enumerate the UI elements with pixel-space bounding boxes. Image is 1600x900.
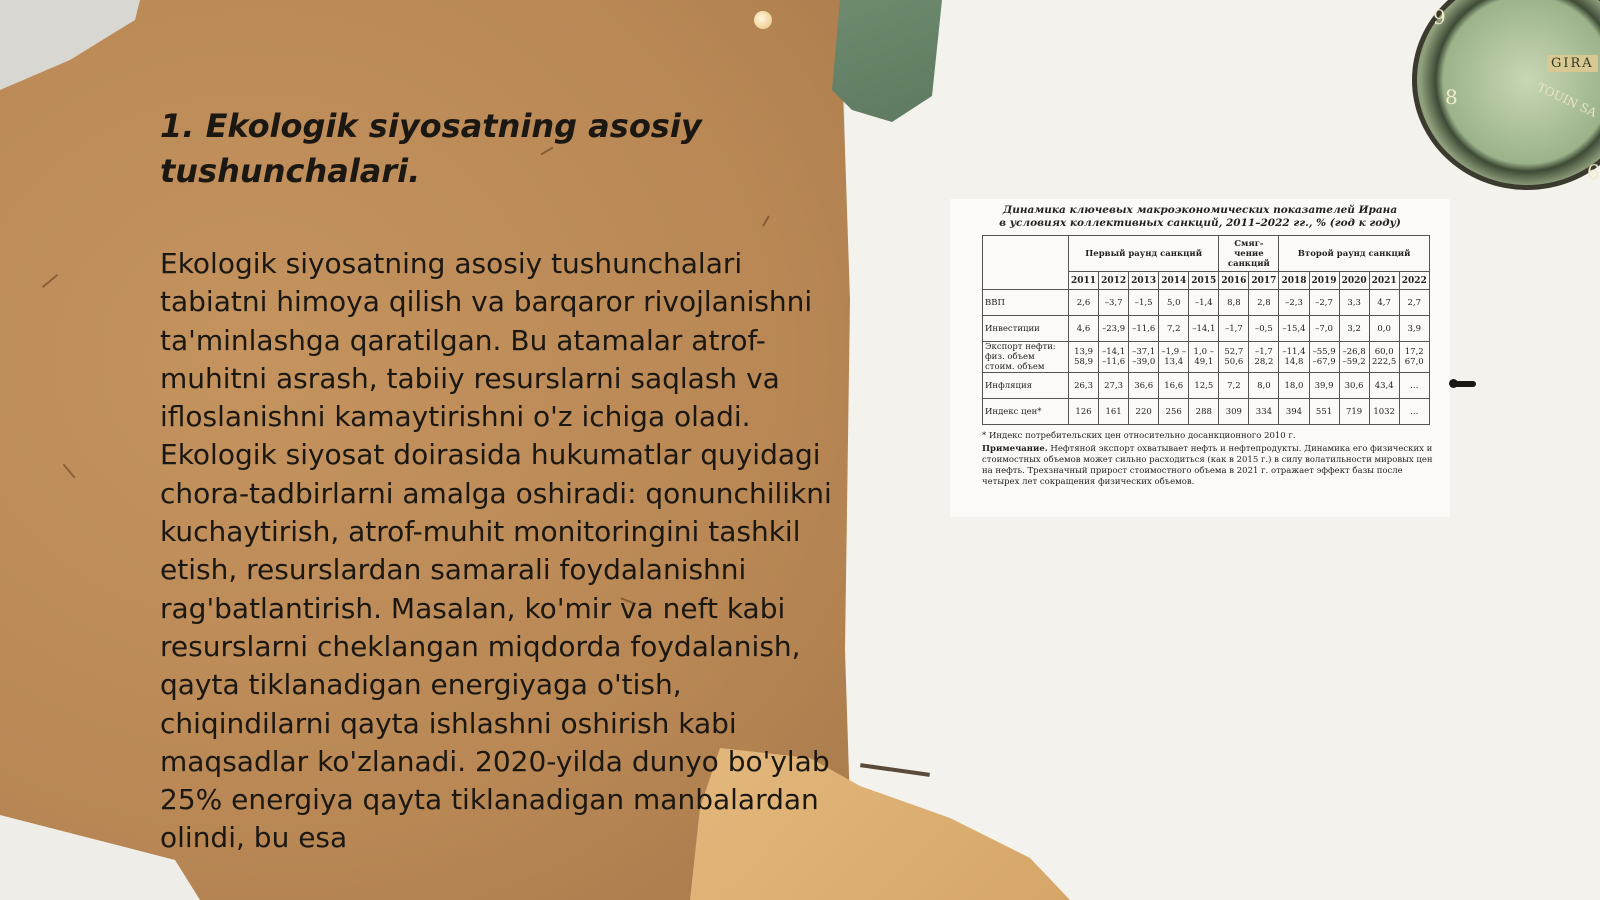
table-cell: …: [1399, 373, 1429, 399]
table-cell: 1032: [1369, 399, 1399, 425]
table-cell: –23,9: [1099, 316, 1129, 342]
table-cell: 17,2 67,0: [1399, 342, 1429, 373]
table-body: [983, 290, 1430, 425]
clock-number: 8: [1445, 85, 1458, 109]
table-cell: –11,6: [1129, 316, 1159, 342]
table-cell: 2,6: [1069, 290, 1099, 316]
table-row-label: ВВП: [983, 290, 1069, 316]
table-cell: 4,6: [1069, 316, 1099, 342]
table-cell: 13,9 58,9: [1069, 342, 1099, 373]
table-cell: 26,3: [1069, 373, 1099, 399]
table-cell: 334: [1249, 399, 1279, 425]
table-cell: –37,1 –39,0: [1129, 342, 1159, 373]
table-corner-cell: [983, 236, 1069, 290]
table-cell: –14,1 –11,6: [1099, 342, 1129, 373]
macro-table-image: [950, 199, 1450, 517]
table-cell: 161: [1099, 399, 1129, 425]
table-cell: 288: [1189, 399, 1219, 425]
table-cell: 3,2: [1339, 316, 1369, 342]
table-row-label: Инвестиции: [983, 316, 1069, 342]
slide-body-text: Ekologik siyosatning asosiy tushunchalari tabiatni himoya qilish va barqaror rivojlanishni ta'minlashga qaratilgan. Bu atamalar atrof-muhitni asrash, tabiiy resurslarni saqlash va ifloslanishni kamaytirishni o'z ichiga oladi. Ekologik siyosat doirasida hukumatlar quyidagi chora-tadbirlarni amalga oshiradi: qonunchilikni kuchaytirish, atrof-muhit monitoringini tashkil etish, resurslardan samarali foydalanishni rag'batlantirish. Masalan, ko'mir va neft kabi resurslarni cheklangan miqdorda foydalanish, qayta tiklanadigan energiyaga o'tish, chiqindilarni qayta ishlashni oshirish kabi maqsadlar ko'zlanadi. 2020-yilda dunyo bo'ylab 25% energiya qayta tiklanadigan manbalardan olindi, bu esa: [160, 247, 832, 855]
table-cell: 30,6: [1339, 373, 1369, 399]
table-year-header: 2020: [1339, 272, 1369, 290]
clock-label-secondary: TOUIN SA: [1535, 80, 1599, 120]
table-row: [983, 399, 1430, 425]
table-cell: 220: [1129, 399, 1159, 425]
table-cell: 18,0: [1279, 373, 1309, 399]
table-cell: 36,6: [1129, 373, 1159, 399]
table-row: [983, 342, 1430, 373]
table-cell: 39,9: [1309, 373, 1339, 399]
table-year-header: 2013: [1129, 272, 1159, 290]
table-row: [983, 290, 1430, 316]
slide-title: 1. Ekologik siyosatning asosiy tushunchalari.: [160, 107, 702, 190]
table-cell: –1,7: [1219, 316, 1249, 342]
table-cell: 27,3: [1099, 373, 1129, 399]
table-year-header: 2016: [1219, 272, 1249, 290]
table-note: [982, 444, 1440, 488]
table-year-header: 2012: [1099, 272, 1129, 290]
table-cell: 309: [1219, 399, 1249, 425]
table-cell: 8,8: [1219, 290, 1249, 316]
table-note-label: Примечание.: [982, 444, 1048, 454]
table-row: [983, 373, 1430, 399]
table-year-header: 2019: [1309, 272, 1339, 290]
table-group-header: Второй раунд санкций: [1279, 236, 1429, 272]
table-row-label: Индекс цен*: [983, 399, 1069, 425]
table-cell: 43,4: [1369, 373, 1399, 399]
table-cell: …: [1399, 399, 1429, 425]
table-row: [983, 316, 1430, 342]
table-group-header: Смяг-чение санкций: [1219, 236, 1279, 272]
table-cell: 551: [1309, 399, 1339, 425]
table-cell: 2,7: [1399, 290, 1429, 316]
table-cell: 126: [1069, 399, 1099, 425]
clock-number: 6: [1587, 160, 1600, 184]
table-year-header: 2022: [1399, 272, 1429, 290]
table-cell: –14,1: [1189, 316, 1219, 342]
table-title-line1: Динамика ключевых макроэкономических показателей Ирана: [1002, 204, 1398, 216]
table-year-header: 2021: [1369, 272, 1399, 290]
table-year-header: 2018: [1279, 272, 1309, 290]
table-row-label: Экспорт нефти: физ. объем стоим. объем: [983, 342, 1069, 373]
table-cell: 8,0: [1249, 373, 1279, 399]
table-year-header: 2011: [1069, 272, 1099, 290]
table-cell: –15,4: [1279, 316, 1309, 342]
table-year-header: 2017: [1249, 272, 1279, 290]
table-cell: –11,4 14,8: [1279, 342, 1309, 373]
table-cell: –7,0: [1309, 316, 1339, 342]
table-cell: 3,3: [1339, 290, 1369, 316]
table-cell: 7,2: [1159, 316, 1189, 342]
table-cell: 4,7: [1369, 290, 1399, 316]
table-cell: 1,0 –49,1: [1189, 342, 1219, 373]
pushpin-icon: [754, 11, 772, 29]
table-cell: 719: [1339, 399, 1369, 425]
table-group-header: Первый раунд санкций: [1069, 236, 1219, 272]
table-cell: 5,0: [1159, 290, 1189, 316]
table-cell: 7,2: [1219, 373, 1249, 399]
table-cell: 52,7 50,6: [1219, 342, 1249, 373]
table-cell: –1,4: [1189, 290, 1219, 316]
table-cell: –26,8 –59,2: [1339, 342, 1369, 373]
table-cell: 60,0 222,5: [1369, 342, 1399, 373]
table-cell: –1,9 –13,4: [1159, 342, 1189, 373]
table-cell: 394: [1279, 399, 1309, 425]
table-cell: –1,5: [1129, 290, 1159, 316]
table-cell: –55,9 –67,9: [1309, 342, 1339, 373]
macro-table: [982, 235, 1430, 425]
table-title-line2: в условиях коллективных санкций, 2011–2022 гг., % (год к году): [999, 217, 1401, 229]
table-cell: 2,8: [1249, 290, 1279, 316]
table-cell: 16,6: [1159, 373, 1189, 399]
table-cell: 0,0: [1369, 316, 1399, 342]
clock-label: GIRA: [1547, 55, 1598, 72]
table-cell: –2,3: [1279, 290, 1309, 316]
table-row-label: Инфляция: [983, 373, 1069, 399]
table-year-header: 2015: [1189, 272, 1219, 290]
table-cell: –0,5: [1249, 316, 1279, 342]
table-cell: –2,7: [1309, 290, 1339, 316]
table-cell: –1,7 28,2: [1249, 342, 1279, 373]
table-note-text: Нефтяной экспорт охватывает нефть и нефтепродукты. Динамика его физических и стоимостных объемов может сильно расходиться (как в 2015 г.) в силу волатильности мировых цен на нефть. Трехзначный прирост стоимостного объема в 2021 г. отражает эффект базы после четырех лет сокращения физических объемов.: [982, 444, 1433, 487]
table-cell: –3,7: [1099, 290, 1129, 316]
table-cell: 3,9: [1399, 316, 1429, 342]
ink-dot-decoration: [1449, 379, 1458, 388]
table-cell: 12,5: [1189, 373, 1219, 399]
table-cell: 256: [1159, 399, 1189, 425]
table-year-header: 2014: [1159, 272, 1189, 290]
clock-number: 9: [1433, 5, 1446, 29]
table-footnote: * Индекс потребительских цен относительно досанкционного 2010 г.: [982, 431, 1296, 441]
